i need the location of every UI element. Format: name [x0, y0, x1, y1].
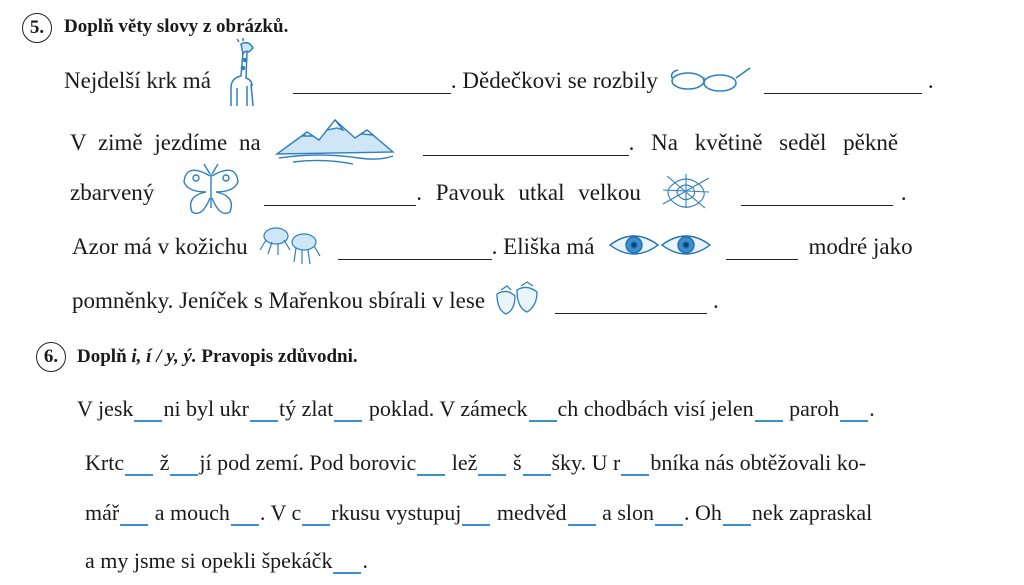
- ex6-text: a my jsme si opekli špekáčk: [85, 548, 333, 573]
- ex6-text: š: [507, 450, 522, 475]
- exercise-5-number: 5.: [22, 13, 52, 43]
- letter-gap[interactable]: [170, 454, 198, 476]
- ex6-heading-c: Pravopis zdůvodni.: [201, 346, 358, 367]
- ex6-text: ž: [154, 450, 170, 475]
- letter-gap[interactable]: [125, 454, 153, 476]
- spiderweb-icon: [661, 172, 711, 216]
- ex6-text: a mouch: [149, 500, 230, 525]
- eyes-icon: [608, 230, 712, 266]
- letter-gap[interactable]: [333, 552, 361, 574]
- letter-gap[interactable]: [134, 400, 162, 422]
- ex5-line-3: [70, 166, 907, 224]
- ex6-heading-a: Doplň: [77, 346, 127, 367]
- ex6-row-3: [85, 500, 872, 526]
- strawberries-icon: [493, 280, 541, 322]
- letter-gap[interactable]: [523, 454, 551, 476]
- ex5-text: Azor má v kožichu: [72, 234, 248, 259]
- ex6-heading-b: i, í / y, ý.: [131, 346, 197, 367]
- ex5-text: . Na květině seděl pěkně: [628, 130, 899, 155]
- answer-blank[interactable]: [338, 239, 492, 260]
- letter-gap[interactable]: [755, 400, 783, 422]
- answer-blank[interactable]: [726, 239, 798, 260]
- ex5-text: .: [900, 180, 907, 205]
- ex6-text: bníka nás obtěžovali ko-: [650, 450, 867, 475]
- ex5-text: Nejdelší krk má: [64, 68, 211, 93]
- ex6-text: . V c: [259, 500, 302, 525]
- answer-blank[interactable]: [764, 73, 922, 94]
- ex6-text: . Oh: [684, 500, 722, 525]
- letter-gap[interactable]: [568, 504, 596, 526]
- glasses-icon: [668, 64, 752, 100]
- letter-gap[interactable]: [723, 504, 751, 526]
- letter-gap[interactable]: [621, 454, 649, 476]
- ex6-text: tý zlat: [279, 396, 334, 421]
- answer-blank[interactable]: [264, 185, 416, 206]
- ex6-text: V jesk: [77, 396, 134, 421]
- ex6-row-4: [85, 548, 368, 574]
- answer-blank[interactable]: [423, 135, 629, 156]
- ex6-text: jí pod zemí. Pod borovic: [199, 450, 417, 475]
- fleas-icon: [258, 220, 324, 274]
- ex6-text: poklad. V zámeck: [363, 396, 528, 421]
- ex6-text: .: [869, 396, 875, 421]
- ex5-text: modré jako: [808, 234, 913, 259]
- letter-gap[interactable]: [478, 454, 506, 476]
- ex5-text: .: [713, 288, 719, 313]
- letter-gap[interactable]: [231, 504, 259, 526]
- letter-gap[interactable]: [417, 454, 445, 476]
- ex5-text: . Pavouk utkal velkou: [416, 180, 641, 205]
- exercise-6-number: 6.: [36, 342, 66, 372]
- ex6-row-1: [77, 396, 875, 422]
- ex6-text: mář: [85, 500, 120, 525]
- ex6-text: ch chodbách visí jelen: [557, 396, 754, 421]
- ex6-text: medvěd: [491, 500, 567, 525]
- ex5-text: V zimě jezdíme na: [70, 130, 261, 155]
- giraffe-icon: [225, 38, 259, 116]
- ex6-row-2: [85, 450, 866, 476]
- mountains-icon: [273, 114, 397, 172]
- ex5-text: .: [927, 68, 934, 93]
- letter-gap[interactable]: [529, 400, 557, 422]
- ex5-text: . Eliška má: [491, 234, 595, 259]
- answer-blank[interactable]: [555, 293, 707, 314]
- exercise-6-heading: [77, 346, 358, 368]
- ex6-text: rkusu vystupuj: [331, 500, 462, 525]
- ex5-line-4: [72, 224, 913, 274]
- letter-gap[interactable]: [334, 400, 362, 422]
- letter-gap[interactable]: [462, 504, 490, 526]
- exercise-5-heading: Doplň věty slovy z obrázků.: [64, 16, 289, 37]
- ex6-text: ni byl ukr: [163, 396, 249, 421]
- letter-gap[interactable]: [840, 400, 868, 422]
- answer-blank[interactable]: [293, 73, 451, 94]
- letter-gap[interactable]: [655, 504, 683, 526]
- ex6-text: lež: [446, 450, 478, 475]
- answer-blank[interactable]: [741, 185, 893, 206]
- ex6-text: .: [362, 548, 368, 573]
- ex5-text: . Dědečkovi se rozbily: [450, 68, 658, 93]
- ex6-text: Krtc: [85, 450, 125, 475]
- ex5-text: pomněnky. Jeníček s Mařenkou sbírali v lese: [72, 288, 486, 313]
- ex6-text: a slon: [596, 500, 655, 525]
- letter-gap[interactable]: [120, 504, 148, 526]
- ex6-text: paroh: [783, 396, 840, 421]
- ex6-text: nek zapraskal: [751, 500, 873, 525]
- letter-gap[interactable]: [250, 400, 278, 422]
- ex5-line-1: [64, 44, 934, 116]
- letter-gap[interactable]: [302, 504, 330, 526]
- ex5-line-5: [72, 280, 719, 324]
- ex5-text: zbarvený: [70, 180, 155, 205]
- ex6-text: šky. U r: [551, 450, 621, 475]
- butterfly-icon: [182, 162, 240, 224]
